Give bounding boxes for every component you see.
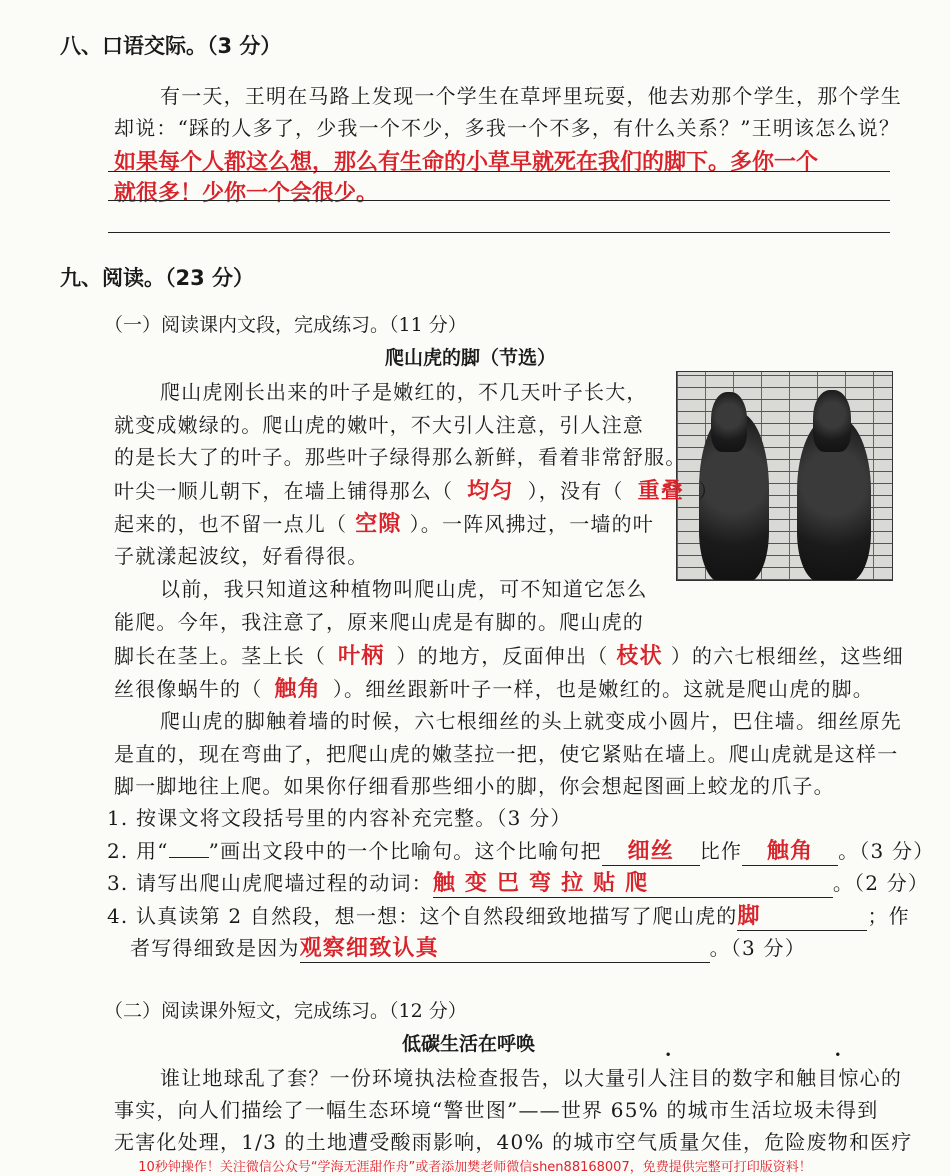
question-4 — [107, 899, 910, 931]
p3-line1: 爬山虎的脚触着墙的时候，六七根细丝的头上就变成小圆片，巴住墙。细丝原先 — [160, 709, 902, 733]
part2-line1 — [160, 1062, 902, 1091]
q4-c: 者写得细致是因为 — [130, 936, 300, 960]
section9-heading: 九、阅读。（23 分） — [60, 266, 255, 290]
p2-line3-a: 脚长在茎上。茎上长（ — [114, 644, 326, 668]
p1-line2: 就变成嫩绿的。爬山虎的嫩叶，不大引人注意，引人注意 — [114, 413, 644, 437]
answer-xisi: 细丝 — [602, 834, 700, 866]
answer-verbs: 触 变 巴 弯 拉 贴 爬 — [433, 866, 833, 898]
p3-line3: 脚一脚地往上爬。如果你仔细看那些细小的脚，你会想起图画上蛟龙的爪子。 — [114, 774, 835, 798]
answer-junyun: 均匀 — [467, 479, 514, 504]
emphasis-chumujingxin: 触目惊心 — [796, 1066, 881, 1090]
p1-line4-c: ） — [698, 479, 720, 503]
answer-jiao: 脚 — [737, 899, 867, 931]
answer-rule-2 — [108, 200, 890, 201]
p1-line5-a: 起来的，也不留一点儿（ — [114, 512, 348, 536]
answer-rule-1 — [108, 171, 890, 172]
q4-b: ；作 — [867, 904, 910, 928]
part2-title: 低碳生活在呼唤 — [402, 1033, 536, 1055]
emphasis-yinrenzhumu: 引人注目 — [626, 1066, 712, 1090]
p1-line4-a: 叶尖一顺儿朝下，在墙上铺得那么（ — [114, 479, 454, 503]
p1-line4 — [114, 474, 719, 505]
q3-a: 3. 请写出爬山虎爬墙过程的动词： — [107, 871, 433, 895]
p2-line3-b: ）的地方，反面伸出（ — [396, 644, 609, 668]
answer-reason: 观察细致认真 — [300, 931, 710, 963]
q2-b: ”画出文段中的一个比喻句。这个比喻句把 — [208, 839, 602, 863]
answer-chujiao: 触角 — [274, 677, 321, 702]
p1-line3: 的是长大了的叶子。那些叶子绿得那么新鲜，看着非常舒服。 — [114, 445, 687, 469]
part2-line1-c: 的 — [880, 1066, 903, 1090]
q2-c: 比作 — [699, 839, 743, 863]
p1-line6: 子就漾起波纹，好看得很。 — [114, 544, 369, 568]
part2-line2: 事实，向人们描绘了一幅生态环境“警世图”——世界 65% 的城市生活垃圾未得到 — [114, 1098, 879, 1122]
section8-answer-line2: 就很多！少你一个会很少。 — [114, 181, 379, 206]
part1-heading: （一）阅读课内文段，完成练习。（11 分） — [104, 314, 467, 336]
p1-line5 — [114, 507, 654, 538]
section8-text-line1: 有一天，王明在马路上发现一个学生在草坪里玩耍，他去劝那个学生，那个学生 — [160, 84, 902, 108]
question-3 — [107, 866, 929, 898]
question-4-cont — [130, 931, 806, 963]
question-1: 1. 按课文将文段括号里的内容补充完整。（3 分） — [107, 806, 572, 830]
ivy-vine-left-top — [711, 392, 747, 452]
p3-line2: 是直的，现在弯曲了，把爬山虎的嫩茎拉一把，使它紧贴在墙上。爬山虎就是这样一 — [114, 742, 899, 766]
part2-line1-b: 的数字和 — [711, 1066, 797, 1090]
part2-heading: （二）阅读课外短文，完成练习。（12 分） — [104, 1000, 467, 1022]
q2-blank — [169, 857, 209, 858]
section8-answer-line1: 如果每个人都这么想，那么有生命的小草早就死在我们的脚下。多你一个 — [114, 150, 819, 175]
p1-line4-b: ），没有（ — [527, 479, 624, 503]
p2-line1: 以前，我只知道这种植物叫爬山虎，可不知道它怎么 — [160, 577, 648, 601]
section8-heading: 八、口语交际。（3 分） — [60, 34, 282, 58]
part2-line1-a: 谁让地球乱了套？一份环境执法检查报告，以大量 — [160, 1066, 627, 1090]
ivy-vine-right-top — [813, 390, 851, 452]
q3-b: 。（2 分） — [832, 871, 930, 895]
answer-kongxi: 空隙 — [355, 512, 402, 537]
answer-zhizhuang: 枝状 — [616, 644, 663, 669]
section8-text-line2: 却说：“踩的人多了，少我一个不少，多我一个不多，有什么关系？”王明该怎么说？ — [114, 116, 901, 140]
answer-yebing: 叶柄 — [338, 644, 385, 669]
p2-line3-c: ）的六七根细丝，这些细 — [670, 644, 905, 668]
answer-chujiao-2: 触角 — [742, 834, 838, 866]
p2-line4 — [114, 672, 874, 703]
p2-line4-a: 丝很像蜗牛的（ — [114, 677, 263, 701]
part2-line3: 无害化处理，1/3 的土地遭受酸雨影响，40% 的城市空气质量欠佳，危险废物和医疗 — [114, 1130, 913, 1154]
p1-line1: 爬山虎刚长出来的叶子是嫩红的，不几天叶子长大， — [160, 380, 648, 404]
footer-promo-text: 10秒钟操作！关注微信公众号“学海无涯甜作舟”或者添加樊老师微信shen88168007，免费提供完整可打印版资料！ — [138, 1160, 812, 1175]
p1-line5-b: ）。一阵风拂过，一墙的叶 — [409, 512, 655, 536]
q4-a: 4. 认真读第 2 自然段，想一想：这个自然段细致地描写了爬山虎的 — [107, 904, 738, 928]
question-2 — [107, 834, 934, 866]
q4-d: 。（3 分） — [709, 936, 806, 960]
p2-line4-b: ）。细丝跟新叶子一样，也是嫩红的。这就是爬山虎的脚。 — [332, 677, 875, 701]
answer-chongdie: 重叠 — [637, 479, 685, 504]
p2-line2: 能爬。今年，我注意了，原来爬山虎是有脚的。爬山虎的 — [114, 610, 644, 634]
q2-d: 。（3 分） — [838, 839, 935, 863]
p2-line3 — [114, 639, 904, 670]
part1-title: 爬山虎的脚（节选） — [385, 347, 557, 369]
q2-a: 2. 用“ — [107, 839, 169, 863]
answer-rule-3 — [108, 232, 890, 233]
